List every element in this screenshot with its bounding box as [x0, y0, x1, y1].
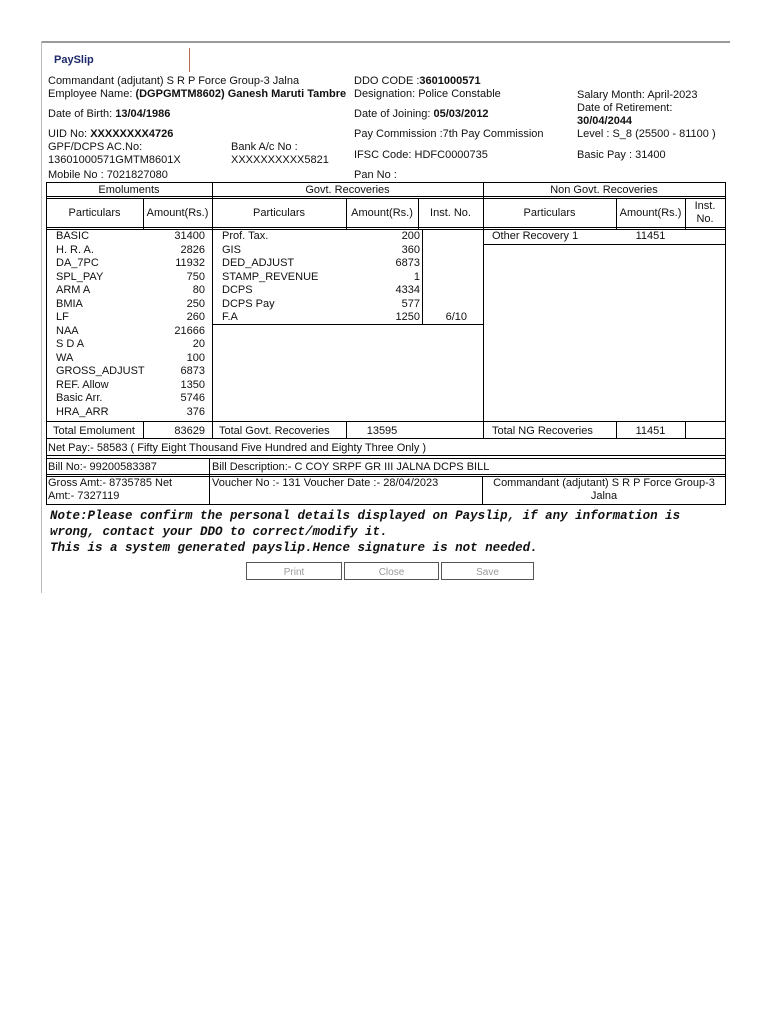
govt-particulars-header: Particulars [253, 207, 305, 219]
salary-month: Salary Month: April-2023 [577, 89, 698, 101]
frame-left-border [41, 41, 42, 593]
govt-recovery-amount: 577 [401, 298, 420, 310]
govt-amount-header: Amount(Rs.) [351, 207, 413, 219]
govt-recovery-name: DCPS Pay [222, 298, 275, 310]
total-ng-value: 11451 [635, 425, 666, 437]
govt-recovery-name: Prof. Tax. [222, 230, 269, 242]
emolument-amount: 80 [192, 284, 205, 296]
note-line-2: wrong, contact your DDO to correct/modify it. [50, 525, 388, 539]
emolument-name: Basic Arr. [56, 392, 103, 404]
bill-no: Bill No:- 99200583387 [48, 461, 157, 473]
govt-recovery-inst: 6/10 [445, 311, 467, 323]
net-amount: Amt:- 7327119 [48, 490, 120, 502]
retirement-date: 30/04/2044 [577, 115, 633, 127]
ng-inst-header-line2: No. [696, 213, 714, 225]
pay-level: Level : S_8 (25500 - 81100 ) [577, 128, 716, 140]
emolument-amount: 750 [186, 271, 205, 283]
designation: Designation: Police Constable [354, 88, 501, 100]
mobile-no: Mobile No : 7021827080 [48, 169, 168, 181]
table-top-line [46, 182, 726, 183]
gross-amount: Gross Amt:- 8735785 Net [48, 477, 173, 489]
govt-body-line [213, 324, 483, 325]
govt-recovery-name: GIS [222, 244, 241, 256]
ng-body-edge [725, 229, 726, 244]
emolument-amount: 6873 [180, 365, 205, 377]
col-div-emol-govt [212, 182, 213, 438]
table-total-bottom [46, 438, 726, 439]
frame-top-border [41, 41, 730, 43]
bill-bottom [46, 474, 726, 475]
signatory-line2: Jalna [590, 490, 618, 502]
table-header-bottom [46, 227, 726, 228]
govt-recovery-amount: 1250 [395, 311, 420, 323]
emolument-name: BMIA [56, 298, 83, 310]
col-div-govt-ng [483, 182, 484, 438]
employee-name: Employee Name: (DGPGMTM8602) Ganesh Maruti Tambre [48, 88, 347, 100]
emolument-name: LF [56, 311, 69, 323]
voucher-info: Voucher No :- 131 Voucher Date :- 28/04/2023 [212, 477, 439, 489]
note-line-1: Note:Please confirm the personal details displayed on Payslip, if any information is [50, 509, 681, 523]
ng-particulars-header: Particulars [523, 207, 576, 219]
ng-recovery-name: Other Recovery 1 [492, 230, 579, 242]
table-left-edge [46, 182, 47, 504]
emolument-name: SPL_PAY [56, 271, 104, 283]
ddo-code: DDO CODE :3601000571 [354, 75, 481, 87]
gpf-label: GPF/DCPS AC.No: [48, 141, 143, 153]
ng-amount-header: Amount(Rs.) [619, 207, 682, 219]
total-emolument-label: Total Emolument [53, 425, 135, 437]
ng-inst-header-line1: Inst. [694, 200, 716, 212]
govt-recovery-amount: 4334 [395, 284, 420, 296]
emolument-amount: 5746 [180, 392, 205, 404]
emolument-name: GROSS_ADJUST [56, 365, 145, 377]
note-line-3: This is a system generated payslip.Hence signature is not needed. [50, 541, 538, 555]
bank-account: XXXXXXXXXX5821 [231, 154, 329, 166]
total-ng-label: Total NG Recoveries [492, 425, 593, 437]
emolument-name: REF. Allow [56, 379, 109, 391]
pan-no: Pan No : [354, 169, 397, 181]
gpf-number: 13601000571GMTM8601X [48, 154, 181, 166]
emolument-name: DA_7PC [56, 257, 99, 269]
govt-recovery-name: DCPS [222, 284, 253, 296]
emol-particulars-header: Particulars [68, 207, 121, 219]
col-div-ng-inst-total [685, 421, 686, 438]
total-emolument-value: 83629 [174, 425, 205, 437]
date-of-joining: Date of Joining: 05/03/2012 [354, 108, 489, 120]
net-pay: Net Pay:- 58583 ( Fifty Eight Thousand Five Hundred and Eighty Three Only ) [48, 442, 427, 454]
emolument-name: BASIC [56, 230, 90, 242]
table-section-line [46, 196, 726, 197]
table-body-bottom [46, 421, 726, 422]
govt-recovery-name: STAMP_REVENUE [222, 271, 319, 283]
emolument-amount: 2826 [180, 244, 205, 256]
govt-recovery-amount: 6873 [395, 257, 420, 269]
emoluments-title: Emoluments [98, 184, 160, 196]
bank-label: Bank A/c No : [231, 141, 298, 153]
ng-recovery-amount: 11451 [635, 230, 666, 242]
retirement-label: Date of Retirement: [577, 102, 673, 114]
total-govt-label: Total Govt. Recoveries [219, 425, 330, 437]
govt-recovery-amount: 200 [401, 230, 420, 242]
emolument-name: H. R. A. [56, 244, 94, 256]
emolument-name: HRA_ARR [56, 406, 109, 418]
emolument-amount: 11932 [175, 257, 205, 269]
emolument-name: ARM A [56, 284, 91, 296]
emolument-name: S D A [56, 338, 85, 350]
govt-recovery-name: F.A [222, 311, 238, 323]
emolument-amount: 31400 [174, 230, 205, 242]
emolument-amount: 1350 [180, 379, 205, 391]
office-name: Commandant (adjutant) S R P Force Group-3 Jalna [48, 75, 300, 87]
save-button[interactable]: Save [441, 562, 534, 580]
payslip-tab[interactable] [47, 48, 190, 72]
total-govt-value: 13595 [366, 425, 398, 437]
govt-recovery-amount: 360 [401, 244, 420, 256]
print-button[interactable]: Print [246, 562, 342, 580]
close-button[interactable]: Close [344, 562, 439, 580]
pay-commission: Pay Commission :7th Pay Commission [354, 128, 544, 140]
emolument-amount: 260 [186, 311, 205, 323]
govt-recovery-amount: 1 [413, 271, 420, 283]
ifsc-code: IFSC Code: HDFC0000735 [354, 149, 488, 161]
emolument-amount: 100 [186, 352, 205, 364]
nongovt-recoveries-title: Non Govt. Recoveries [550, 184, 658, 196]
govt-recovery-name: DED_ADJUST [222, 257, 295, 269]
netpay-bottom [46, 455, 726, 456]
ng-body-line [484, 244, 725, 245]
uid-no: UID No: XXXXXXXX4726 [48, 128, 174, 140]
signatory-line1: Commandant (adjutant) S R P Force Group-3 [493, 477, 715, 489]
emolument-amount: 250 [186, 298, 205, 310]
bill-top [46, 458, 726, 459]
gross-bottom [46, 504, 726, 505]
table-section-line-2 [46, 198, 726, 199]
emol-amount-header: Amount(Rs.) [146, 207, 209, 219]
payslip-tab-label: PaySlip [54, 54, 94, 66]
basic-pay: Basic Pay : 31400 [577, 149, 666, 161]
bill-description: Bill Description:- C COY SRPF GR III JALNA DCPS BILL [212, 461, 490, 473]
date-of-birth: Date of Birth: 13/04/1986 [48, 108, 171, 120]
bill-divider [209, 458, 210, 504]
emolument-name: NAA [56, 325, 79, 337]
emolument-amount: 20 [192, 338, 205, 350]
govt-inst-header: Inst. No. [430, 207, 471, 219]
govt-recoveries-title: Govt. Recoveries [305, 184, 390, 196]
emolument-name: WA [56, 352, 74, 364]
emolument-amount: 21666 [174, 325, 205, 337]
emolument-amount: 376 [186, 406, 205, 418]
